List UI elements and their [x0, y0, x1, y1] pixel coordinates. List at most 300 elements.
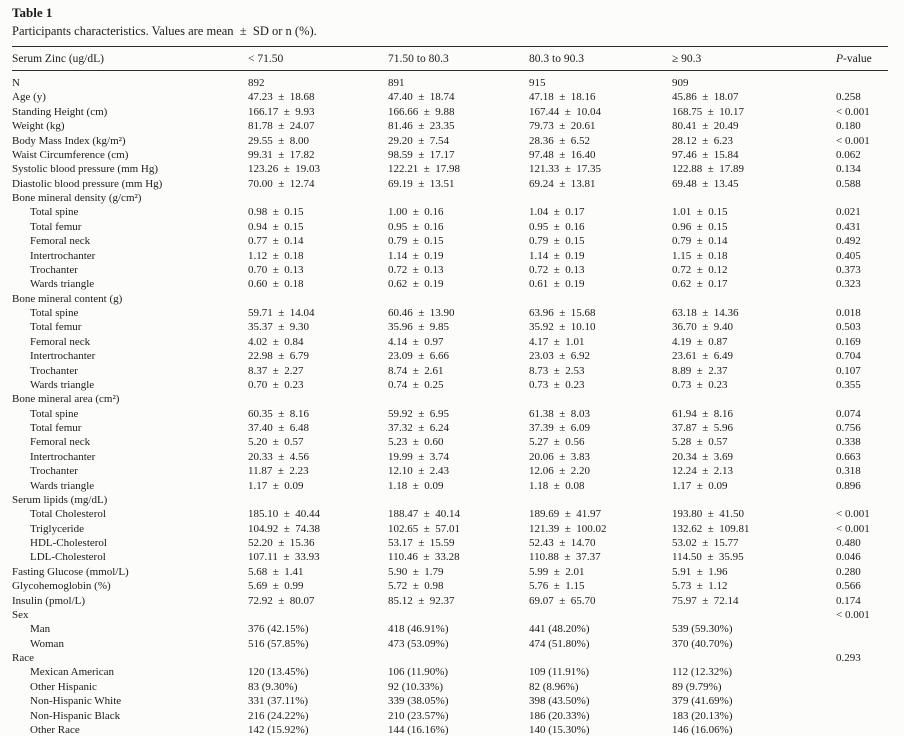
value-cell: 0.73 ± 0.23: [672, 378, 728, 391]
table-row: [12, 205, 888, 219]
value-cell: [248, 608, 388, 622]
table-row: [12, 90, 888, 104]
p-value-cell: 0.896: [836, 479, 861, 492]
table-row: [12, 680, 888, 694]
value-cell: 109 (11.91%): [529, 666, 590, 679]
p-value-cell: 0.492: [836, 235, 861, 248]
value-cell: 47.23 ± 18.68: [248, 91, 315, 104]
row-label: Weight (kg): [12, 120, 65, 133]
table-row: [12, 464, 888, 478]
value-cell: 0.62 ± 0.19: [388, 278, 444, 291]
value-cell: 5.27 ± 0.56: [529, 436, 585, 449]
row-label: Intertrochanter: [30, 249, 96, 262]
value-cell: 121.39 ± 100.02: [529, 522, 607, 535]
column-header: ≥ 90.3: [672, 53, 702, 65]
value-cell: 1.18 ± 0.09: [388, 479, 444, 492]
value-cell: 5.72 ± 0.98: [388, 580, 444, 593]
value-cell: 418 (46.91%): [388, 623, 449, 636]
value-cell: 0.79 ± 0.15: [529, 235, 585, 248]
table-row: [12, 507, 888, 521]
value-cell: [529, 608, 672, 622]
value-cell: 123.26 ± 19.03: [248, 163, 321, 176]
row-label: Total femur: [30, 220, 82, 233]
value-cell: 474 (51.80%): [529, 637, 590, 650]
row-label: Wards triangle: [30, 278, 95, 291]
value-cell: 4.17 ± 1.01: [529, 335, 585, 348]
value-cell: 193.80 ± 41.50: [672, 508, 745, 521]
value-cell: 0.70 ± 0.13: [248, 263, 304, 276]
p-value-cell: [836, 622, 888, 636]
participants-characteristics-table: [12, 46, 888, 736]
row-label: Trochanter: [30, 263, 78, 276]
value-cell: 12.24 ± 2.13: [672, 465, 734, 478]
row-label: Total Cholesterol: [30, 508, 106, 521]
p-value-cell: 0.373: [836, 263, 861, 276]
table-row: [12, 579, 888, 593]
value-cell: 331 (37.11%): [248, 695, 309, 708]
p-value-cell: [836, 493, 888, 507]
value-cell: 186 (20.33%): [529, 709, 590, 722]
p-value-cell: 0.107: [836, 364, 861, 377]
column-header: 71.50 to 80.3: [388, 53, 449, 65]
value-cell: 82 (8.96%): [529, 680, 579, 693]
value-cell: 81.78 ± 24.07: [248, 120, 315, 133]
value-cell: 23.61 ± 6.49: [672, 350, 734, 363]
section-row: [12, 191, 888, 205]
value-cell: 83 (9.30%): [248, 680, 298, 693]
value-cell: 140 (15.30%): [529, 723, 590, 736]
value-cell: [529, 191, 672, 205]
value-cell: 1.14 ± 0.19: [388, 249, 444, 262]
value-cell: 47.40 ± 18.74: [388, 91, 455, 104]
value-cell: 28.12 ± 6.23: [672, 134, 734, 147]
value-cell: 166.66 ± 9.88: [388, 105, 455, 118]
column-header: P-value: [836, 53, 872, 65]
table-row: [12, 306, 888, 320]
table-caption: Participants characteristics. Values are mean ± SD or n (%).: [12, 24, 317, 38]
row-label: Fasting Glucose (mmol/L): [12, 565, 129, 578]
value-cell: 12.06 ± 2.20: [529, 465, 591, 478]
p-value-cell: 0.663: [836, 450, 861, 463]
p-value-cell: 0.405: [836, 249, 861, 262]
value-cell: 0.72 ± 0.13: [529, 263, 585, 276]
section-label: Serum lipids (mg/dL): [12, 493, 108, 506]
value-cell: 60.46 ± 13.90: [388, 307, 455, 319]
p-value-cell: 0.293: [836, 652, 861, 664]
row-label: Intertrochanter: [30, 450, 96, 463]
value-cell: 8.89 ± 2.37: [672, 364, 728, 377]
value-cell: 72.92 ± 80.07: [248, 594, 315, 607]
value-cell: 892: [248, 77, 265, 89]
value-cell: 216 (24.22%): [248, 709, 309, 722]
value-cell: 5.69 ± 0.99: [248, 580, 304, 593]
value-cell: 8.73 ± 2.53: [529, 364, 585, 377]
p-value-cell: 0.704: [836, 350, 861, 363]
value-cell: 69.19 ± 13.51: [388, 177, 455, 190]
row-label: Intertrochanter: [30, 350, 96, 363]
table-row: [12, 450, 888, 464]
value-cell: 110.46 ± 33.28: [388, 551, 460, 564]
value-cell: 0.79 ± 0.15: [388, 235, 444, 248]
section-row: [12, 292, 888, 306]
row-label: Trochanter: [30, 465, 78, 478]
value-cell: 144 (16.16%): [388, 723, 449, 736]
table-row: [12, 263, 888, 277]
p-value-cell: 0.074: [836, 407, 861, 420]
value-cell: 4.19 ± 0.87: [672, 335, 728, 348]
value-cell: 376 (42.15%): [248, 623, 309, 636]
value-cell: 61.38 ± 8.03: [529, 407, 591, 420]
p-value-cell: [836, 680, 888, 694]
table-row: [12, 522, 888, 536]
table-row: [12, 637, 888, 651]
p-value-cell: 0.318: [836, 465, 861, 478]
value-cell: 5.73 ± 1.12: [672, 580, 728, 593]
value-cell: 11.87 ± 2.23: [248, 465, 309, 478]
value-cell: 5.76 ± 1.15: [529, 580, 585, 593]
value-cell: 398 (43.50%): [529, 695, 590, 708]
row-label: Other Race: [30, 723, 80, 736]
value-cell: [388, 651, 529, 665]
value-cell: 23.09 ± 6.66: [388, 350, 450, 363]
column-header: 80.3 to 90.3: [529, 53, 584, 65]
value-cell: 168.75 ± 10.17: [672, 105, 745, 118]
table-row: [12, 349, 888, 363]
value-cell: 63.96 ± 15.68: [529, 307, 596, 319]
row-label: Waist Circumference (cm): [12, 148, 129, 161]
value-cell: 0.61 ± 0.19: [529, 278, 585, 291]
value-cell: 189.69 ± 41.97: [529, 508, 602, 521]
value-cell: [248, 392, 388, 406]
value-cell: 79.73 ± 20.61: [529, 120, 596, 133]
value-cell: [248, 651, 388, 665]
p-value-cell: 0.180: [836, 120, 861, 133]
column-header: < 71.50: [248, 53, 284, 65]
value-cell: 107.11 ± 33.93: [248, 551, 320, 564]
value-cell: 146 (16.06%): [672, 723, 733, 736]
row-label: Body Mass Index (kg/m²): [12, 134, 126, 147]
table-row: [12, 407, 888, 421]
value-cell: 37.87 ± 5.96: [672, 422, 734, 434]
value-cell: 52.43 ± 14.70: [529, 537, 596, 549]
value-cell: 5.99 ± 2.01: [529, 565, 585, 578]
value-cell: 45.86 ± 18.07: [672, 91, 739, 104]
value-cell: 37.40 ± 6.48: [248, 422, 310, 434]
value-cell: 5.23 ± 0.60: [388, 436, 444, 449]
value-cell: 909: [672, 77, 689, 89]
value-cell: [529, 493, 672, 507]
table-row: [12, 234, 888, 248]
value-cell: 35.92 ± 10.10: [529, 321, 596, 334]
p-value-cell: < 0.001: [836, 134, 870, 147]
row-label: Total femur: [30, 321, 82, 334]
p-value-cell: 0.046: [836, 551, 861, 564]
p-value-cell: [836, 665, 888, 679]
value-cell: [388, 493, 529, 507]
value-cell: [672, 651, 836, 665]
value-cell: 99.31 ± 17.82: [248, 148, 315, 161]
value-cell: 80.41 ± 20.49: [672, 120, 739, 133]
value-cell: 0.95 ± 0.16: [529, 220, 585, 233]
value-cell: 166.17 ± 9.93: [248, 105, 315, 118]
value-cell: 0.94 ± 0.15: [248, 220, 304, 233]
value-cell: 92 (10.33%): [388, 680, 443, 693]
value-cell: 20.06 ± 3.83: [529, 450, 591, 463]
table-row: [12, 320, 888, 334]
p-value-cell: [836, 723, 888, 736]
value-cell: 5.91 ± 1.96: [672, 565, 728, 578]
table-row: [12, 723, 888, 736]
value-cell: 167.44 ± 10.04: [529, 105, 602, 118]
value-cell: 110.88 ± 37.37: [529, 551, 601, 564]
value-cell: 0.74 ± 0.25: [388, 378, 444, 391]
value-cell: 35.37 ± 9.30: [248, 321, 310, 334]
table-row: [12, 364, 888, 378]
value-cell: 188.47 ± 40.14: [388, 508, 461, 521]
p-value-cell: 0.431: [836, 220, 861, 233]
p-value-cell: [836, 292, 888, 306]
value-cell: 104.92 ± 74.38: [248, 522, 321, 535]
value-cell: [388, 608, 529, 622]
value-cell: 81.46 ± 23.35: [388, 120, 455, 133]
value-cell: 53.02 ± 15.77: [672, 537, 739, 549]
section-row: [12, 493, 888, 507]
value-cell: 112 (12.32%): [672, 666, 733, 679]
table-row: [12, 105, 888, 119]
table-row: [12, 162, 888, 176]
row-label: Triglyceride: [30, 522, 84, 535]
p-value-cell: < 0.001: [836, 508, 870, 521]
value-cell: 142 (15.92%): [248, 723, 309, 736]
value-cell: 69.24 ± 13.81: [529, 177, 596, 190]
value-cell: 1.00 ± 0.16: [388, 206, 444, 219]
row-label: Insulin (pmol/L): [12, 594, 86, 607]
table-row: [12, 594, 888, 608]
column-header: Serum Zinc (ug/dL): [12, 53, 104, 65]
value-cell: 23.03 ± 6.92: [529, 350, 591, 363]
value-cell: 28.36 ± 6.52: [529, 134, 591, 147]
value-cell: 5.90 ± 1.79: [388, 565, 444, 578]
value-cell: [388, 191, 529, 205]
p-value-cell: 0.021: [836, 206, 861, 219]
value-cell: 1.15 ± 0.18: [672, 249, 728, 262]
value-cell: 22.98 ± 6.79: [248, 350, 310, 363]
value-cell: 122.88 ± 17.89: [672, 163, 745, 176]
value-cell: 52.20 ± 15.36: [248, 537, 315, 549]
row-label: Woman: [30, 637, 64, 650]
p-value-cell: [836, 392, 888, 406]
value-cell: 75.97 ± 72.14: [672, 594, 739, 607]
value-cell: 0.98 ± 0.15: [248, 206, 304, 219]
table-row: [12, 694, 888, 708]
value-cell: 132.62 ± 109.81: [672, 522, 750, 535]
table-row: [12, 71, 888, 91]
table-row: [12, 709, 888, 723]
value-cell: 106 (11.90%): [388, 666, 449, 679]
value-cell: 102.65 ± 57.01: [388, 522, 461, 535]
value-cell: 8.37 ± 2.27: [248, 364, 304, 377]
table-row: [12, 421, 888, 435]
value-cell: [672, 191, 836, 205]
value-cell: [672, 392, 836, 406]
row-label: Systolic blood pressure (mm Hg): [12, 163, 159, 176]
value-cell: 915: [529, 77, 546, 89]
row-label: Total spine: [30, 206, 79, 219]
value-cell: 539 (59.30%): [672, 623, 733, 636]
value-cell: 122.21 ± 17.98: [388, 163, 461, 176]
row-label: Femoral neck: [30, 235, 91, 248]
row-label: LDL-Cholesterol: [30, 551, 106, 564]
value-cell: [248, 292, 388, 306]
section-row: [12, 608, 888, 622]
row-label: Total spine: [30, 407, 79, 420]
table-header-row: [12, 47, 888, 71]
p-value-cell: 0.355: [836, 378, 861, 391]
row-label: Mexican American: [30, 666, 114, 679]
value-cell: 97.48 ± 16.40: [529, 148, 596, 161]
row-label: Trochanter: [30, 364, 78, 377]
value-cell: [672, 493, 836, 507]
value-cell: 114.50 ± 35.95: [672, 551, 744, 564]
value-cell: 69.07 ± 65.70: [529, 594, 596, 607]
value-cell: 1.17 ± 0.09: [672, 479, 728, 492]
value-cell: 20.33 ± 4.56: [248, 450, 310, 463]
row-label: N: [12, 77, 20, 89]
value-cell: 0.77 ± 0.14: [248, 235, 304, 248]
row-label: Man: [30, 623, 51, 636]
value-cell: 0.79 ± 0.14: [672, 235, 728, 248]
value-cell: 29.20 ± 7.54: [388, 134, 450, 147]
p-value-cell: 0.756: [836, 422, 861, 434]
value-cell: 29.55 ± 8.00: [248, 134, 310, 147]
value-cell: 379 (41.69%): [672, 695, 733, 708]
value-cell: 4.02 ± 0.84: [248, 335, 304, 348]
table-row: [12, 378, 888, 392]
table-row: [12, 665, 888, 679]
table-row: [12, 177, 888, 191]
value-cell: [672, 292, 836, 306]
value-cell: 210 (23.57%): [388, 709, 449, 722]
value-cell: 0.60 ± 0.18: [248, 278, 304, 291]
value-cell: 0.70 ± 0.23: [248, 378, 304, 391]
value-cell: 185.10 ± 40.44: [248, 508, 321, 521]
value-cell: 183 (20.13%): [672, 709, 733, 722]
value-cell: 1.18 ± 0.08: [529, 479, 585, 492]
value-cell: 20.34 ± 3.69: [672, 450, 734, 463]
p-value-cell: [836, 694, 888, 708]
value-cell: 0.62 ± 0.17: [672, 278, 728, 291]
value-cell: [388, 292, 529, 306]
value-cell: 370 (40.70%): [672, 637, 733, 650]
table-header: [12, 47, 888, 71]
table-row: [12, 134, 888, 148]
value-cell: 19.99 ± 3.74: [388, 450, 450, 463]
row-label: Total femur: [30, 422, 82, 434]
p-value-cell: [836, 637, 888, 651]
p-value-cell: [836, 191, 888, 205]
value-cell: 12.10 ± 2.43: [388, 465, 450, 478]
value-cell: [388, 392, 529, 406]
table-row: [12, 536, 888, 550]
table-row: [12, 622, 888, 636]
section-label: Race: [12, 652, 34, 664]
value-cell: 36.70 ± 9.40: [672, 321, 734, 334]
p-value-cell: 0.338: [836, 436, 861, 449]
section-label: Bone mineral area (cm²): [12, 393, 120, 406]
p-value-cell: 0.280: [836, 565, 861, 578]
row-label: Standing Height (cm): [12, 105, 108, 118]
table-row: [12, 249, 888, 263]
value-cell: 516 (57.85%): [248, 637, 309, 650]
value-cell: 37.39 ± 6.09: [529, 422, 591, 434]
row-label: Wards triangle: [30, 479, 95, 492]
table-row: [12, 550, 888, 564]
row-label: Other Hispanic: [30, 680, 97, 693]
row-label: Wards triangle: [30, 378, 95, 391]
table-row: [12, 119, 888, 133]
value-cell: [529, 392, 672, 406]
value-cell: 339 (38.05%): [388, 695, 449, 708]
value-cell: 98.59 ± 17.17: [388, 148, 455, 161]
row-label: Femoral neck: [30, 335, 91, 348]
section-label: Bone mineral content (g): [12, 292, 123, 305]
p-value-cell: 0.134: [836, 163, 861, 176]
p-value-cell: 0.258: [836, 91, 861, 104]
value-cell: 0.96 ± 0.15: [672, 220, 728, 233]
value-cell: 1.17 ± 0.09: [248, 479, 304, 492]
value-cell: 0.73 ± 0.23: [529, 378, 585, 391]
value-cell: 85.12 ± 92.37: [388, 594, 455, 607]
section-row: [12, 392, 888, 406]
value-cell: 35.96 ± 9.85: [388, 321, 450, 334]
table-row: [12, 479, 888, 493]
value-cell: 5.68 ± 1.41: [248, 565, 304, 578]
row-label: Femoral neck: [30, 436, 91, 449]
p-value-cell: 0.062: [836, 148, 861, 161]
table-row: [12, 565, 888, 579]
section-label: Sex: [12, 608, 29, 621]
p-value-cell: 0.174: [836, 594, 861, 607]
table-row: [12, 277, 888, 291]
row-label: Non-Hispanic White: [30, 695, 122, 708]
row-label: HDL-Cholesterol: [30, 537, 107, 549]
value-cell: [248, 191, 388, 205]
value-cell: 121.33 ± 17.35: [529, 163, 602, 176]
value-cell: 8.74 ± 2.61: [388, 364, 444, 377]
value-cell: 120 (13.45%): [248, 666, 309, 679]
value-cell: 5.28 ± 0.57: [672, 436, 728, 449]
table-row: [12, 435, 888, 449]
value-cell: 70.00 ± 12.74: [248, 177, 315, 190]
value-cell: 37.32 ± 6.24: [388, 422, 450, 434]
value-cell: [529, 651, 672, 665]
value-cell: 0.95 ± 0.16: [388, 220, 444, 233]
value-cell: 69.48 ± 13.45: [672, 177, 739, 190]
p-value-cell: < 0.001: [836, 105, 870, 118]
value-cell: 97.46 ± 15.84: [672, 148, 739, 161]
value-cell: [248, 493, 388, 507]
value-cell: 61.94 ± 8.16: [672, 407, 734, 420]
p-value-cell: [836, 709, 888, 723]
value-cell: 59.92 ± 6.95: [388, 407, 450, 420]
table-row: [12, 335, 888, 349]
value-cell: 60.35 ± 8.16: [248, 407, 310, 420]
row-label: Diastolic blood pressure (mm Hg): [12, 177, 163, 190]
section-label: Bone mineral density (g/cm²): [12, 192, 142, 204]
p-value-cell: < 0.001: [836, 522, 870, 535]
row-label: Glycohemoglobin (%): [12, 580, 111, 593]
value-cell: 5.20 ± 0.57: [248, 436, 304, 449]
